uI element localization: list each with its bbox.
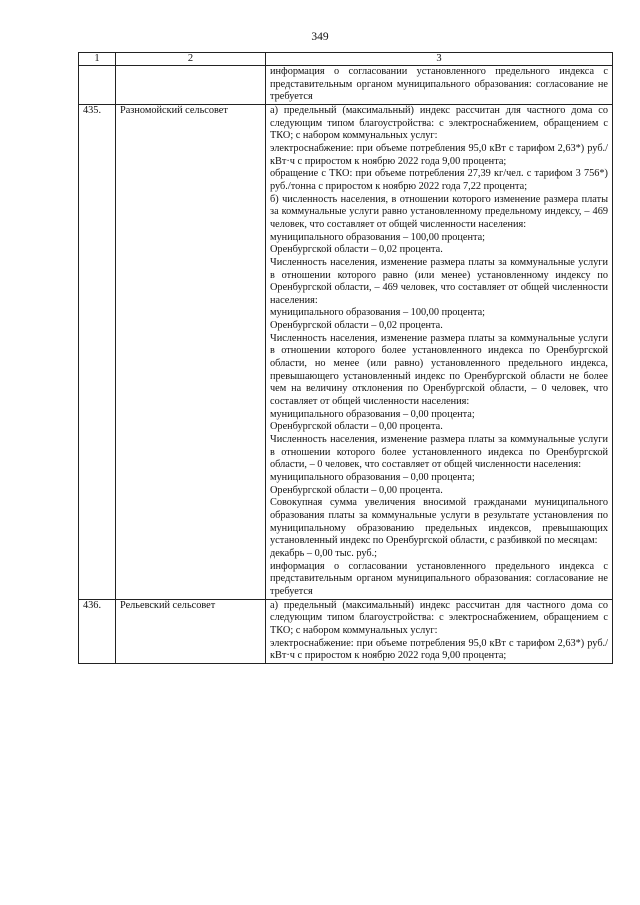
content-line: информация о согласовании установленного предельного индекса с представительным органом муниципального образования: согласование не требуется [270,66,608,103]
header-col-3: 3 [266,53,613,66]
municipality-name: Рельевский сельсовет [116,599,266,663]
table-row [79,66,613,105]
content-line: декабрь – 0,00 тыс. руб.; [270,547,378,559]
header-col-2: 2 [116,53,266,66]
page-number: 349 [311,31,329,43]
content-line: электроснабжение: при объеме потребления 95,0 кВт с тарифом 2,63*) руб./кВт·ч с приростом к ноябрю 2022 года 9,00 процента; [270,637,608,662]
content-line: муниципального образования – 100,00 процента; [270,307,486,319]
header-col-1: 1 [79,53,116,66]
content-line: Оренбургской области – 0,00 процента. [270,484,443,496]
content-line: муниципального образования – 0,00 процента; [270,408,475,420]
content-line: Численность населения, изменение размера платы за коммунальные услуги в отношении которого более установленного индекса по Оренбургской области, – 0 человек, что составляет от общей численности населения: [270,434,608,471]
table-row [79,599,613,663]
content-line: муниципального образования – 100,00 процента; [270,231,486,243]
content-line: Оренбургской области – 0,00 процента. [270,421,443,433]
content-line: Оренбургской области – 0,02 процента. [270,244,443,256]
content-line: Совокупная сумма увеличения вносимой гражданами муниципального образования платы за коммунальные услуги в результате установления по муниципальному образованию предельных индексов, превышающих установленный индекс по Оренбургской области, с разбивкой по месяцам: [270,497,608,547]
content-line: б) численность населения, в отношении которого изменение размера платы за коммунальные услуги равно установленному предельному индексу, – 469 человек, что составляет от общей численности населения: [270,193,608,230]
content-line: муниципального образования – 0,00 процента; [270,472,475,483]
content-line: а) предельный (максимальный) индекс рассчитан для частного дома со следующим типом благоустройства: с электроснабжением, обращением с ТКО; с набором коммунальных услуг: [270,599,608,636]
content-line: Численность населения, изменение размера платы за коммунальные услуги в отношении которого более установленного индекса по Оренбургской области, но менее (или равно) установленного предельного индекса, превышающего установленный индекс по Оренбургской области не более чем на величину отклонения по Оренбургской области, – 0 человек, что составляет от общей численности населения: [270,332,608,408]
content-line: а) предельный (максимальный) индекс рассчитан для частного дома со следующим типом благоустройства: с электроснабжением, обращением с ТКО; с набором коммунальных услуг: [270,104,608,142]
content-line: обращение с ТКО: при объеме потребления 27,39 кг/чел. с тарифом 3 756*) руб./тонна с приростом к ноябрю 2022 года 7,22 процента; [270,168,608,192]
municipality-name [116,66,266,105]
row-number: 436. [79,599,116,663]
content-line: информация о согласовании установленного предельного индекса с представительным органом муниципального образования: согласование не требуется [270,560,608,597]
table-header-row [79,53,613,66]
row-content [266,104,613,599]
index-table [78,52,613,664]
row-number: 435. [79,104,116,599]
row-content [266,66,613,105]
content-line: электроснабжение: при объеме потребления 95,0 кВт с тарифом 2,63*) руб./кВт·ч с приростом к ноябрю 2022 года 9,00 процента; [270,142,608,167]
row-content [266,599,613,663]
municipality-name: Разномойский сельсовет [116,104,266,599]
content-line: Оренбургской области – 0,02 процента. [270,320,443,332]
row-number [79,66,116,105]
content-line: Численность населения, изменение размера платы за коммунальные услуги в отношении которого равно (или менее) установленному индексу по Оренбургской области, – 469 человек, что составляет от общей численности населения: [270,256,608,306]
table-row [79,104,613,599]
